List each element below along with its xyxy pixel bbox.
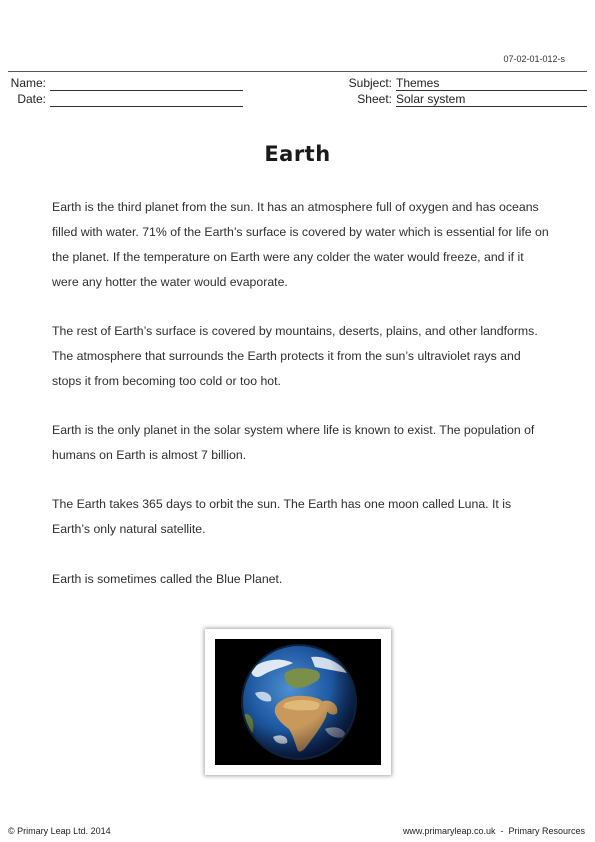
name-label: Name: (10, 76, 46, 90)
earth-globe-image (215, 639, 381, 765)
paragraph-5: Earth is sometimes called the Blue Planet. (52, 572, 283, 586)
header-divider (8, 71, 587, 72)
document-code: 07-02-01-012-s (503, 54, 565, 64)
sheet-value: Solar system (396, 92, 587, 107)
page-title: Earth (264, 142, 331, 166)
paragraph-4: The Earth takes 365 days to orbit the sun. The Earth has one moon called Luna. It is Earth’s only natural satellite. (52, 497, 512, 536)
paragraph-1: Earth is the third planet from the sun. It has an atmosphere full of oxygen and has oceans filled with water. 71% of the Earth’s surface is covered by water which is essential for life on the planet. If the temperature on Earth were any colder the water would freeze, and if it were any hotter the water would evaporate. (52, 200, 549, 289)
footer-website: www.primaryleap.co.uk - Primary Resources (402, 826, 585, 836)
paragraph-2: The rest of Earth’s surface is covered by mountains, deserts, plains, and other landforms. The atmosphere that surrounds the Earth protects it from the sun’s ultraviolet rays and stops it from becoming too cold or too hot. (52, 324, 538, 388)
date-input-line[interactable] (50, 92, 243, 107)
subject-label: Subject: (348, 76, 392, 90)
name-input-line[interactable] (50, 76, 243, 91)
paragraph-3: Earth is the only planet in the solar system where life is known to exist. The population of humans on Earth is almost 7 billion. (52, 423, 535, 462)
subject-value: Themes (396, 76, 587, 91)
earth-photo (205, 629, 391, 775)
sheet-label: Sheet: (357, 92, 392, 106)
date-label: Date: (17, 92, 46, 106)
footer-copyright: © Primary Leap Ltd. 2014 (8, 826, 111, 836)
